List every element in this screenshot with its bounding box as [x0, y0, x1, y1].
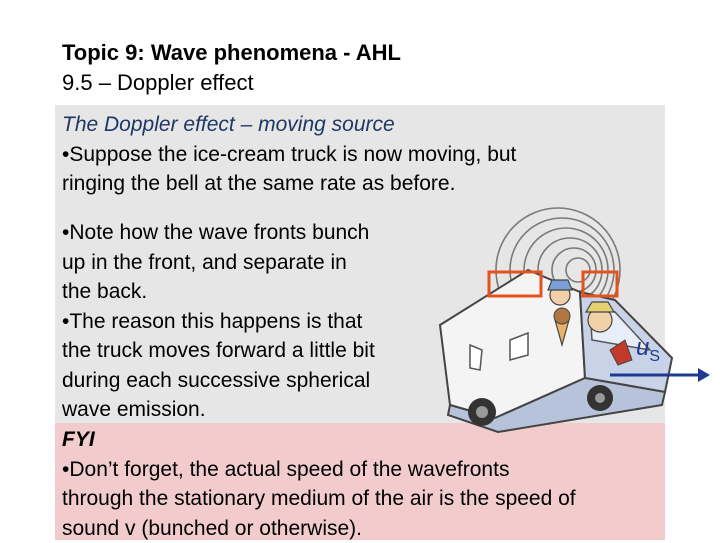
bullet-line: wave emission.: [62, 395, 442, 425]
bullet-line: •Suppose the ice-cream truck is now moving, but: [62, 140, 622, 170]
velocity-label: $u_S$: [636, 334, 660, 366]
bullet-line: during each successive spherical: [62, 366, 442, 396]
fyi-heading: FYI: [62, 425, 662, 455]
explanation-paragraph: [62, 218, 442, 425]
subtitle: The Doppler effect – moving source: [62, 110, 622, 140]
slide-title: [62, 38, 401, 98]
bullet-line: the back.: [62, 277, 442, 307]
bullet-line: •Note how the wave fronts bunch: [62, 218, 442, 248]
fyi-line: •Don’t forget, the actual speed of the wavefronts: [62, 455, 662, 485]
fyi-line: sound v (bunched or otherwise).: [62, 514, 662, 543]
topic-title: Topic 9: Wave phenomena - AHL: [62, 38, 401, 68]
intro-paragraph: [62, 110, 622, 199]
bullet-line: the truck moves forward a little bit: [62, 336, 442, 366]
bullet-line: up in the front, and separate in: [62, 248, 442, 278]
bullet-line: ringing the bell at the same rate as before.: [62, 169, 622, 199]
bullet-line: •The reason this happens is that: [62, 307, 442, 337]
ice-cream-truck-illustration: [410, 200, 710, 440]
fyi-paragraph: [62, 425, 662, 543]
fyi-line: through the stationary medium of the air is the speed of: [62, 484, 662, 514]
section-title: 9.5 – Doppler effect: [62, 68, 401, 98]
